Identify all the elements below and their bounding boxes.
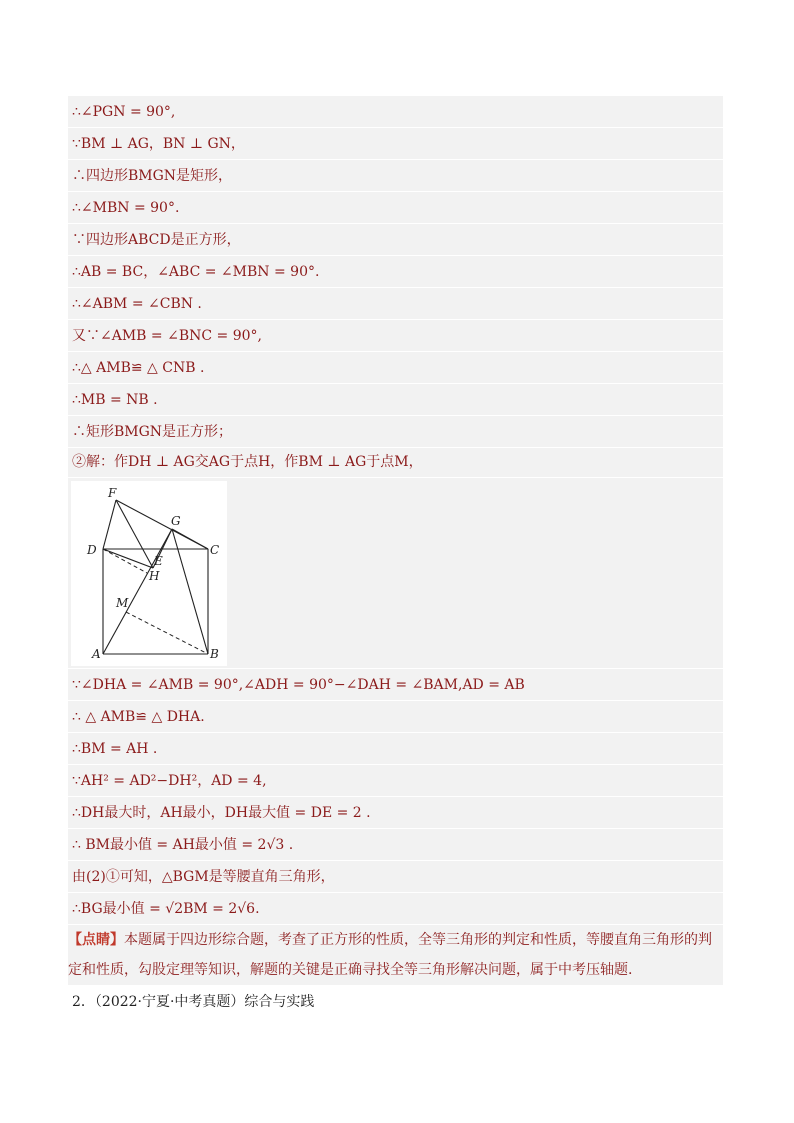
solution-line: ∴AB = BC，∠ABC = ∠MBN = 90°. bbox=[72, 264, 320, 280]
next-question-heading: 2．（2022·宁夏·中考真题）综合与实践 bbox=[72, 994, 315, 1010]
solution-line: ∴矩形BMGN是正方形； bbox=[72, 424, 233, 440]
label-B: B bbox=[210, 647, 219, 661]
solution-line: ∴MB = NB . bbox=[72, 392, 158, 408]
solution-line: ∴∠PGN = 90°, bbox=[72, 104, 176, 120]
solution-line: ∴四边形BMGN是矩形， bbox=[72, 168, 233, 184]
solution-line: ②解：作DH ⊥ AG交AG于点H，作BM ⊥ AG于点M， bbox=[72, 454, 423, 470]
solution-line: ∴∠MBN = 90°. bbox=[72, 200, 180, 216]
solution-line: ∴DH最大时，AH最小，DH最大值 = DE = 2 . bbox=[72, 805, 371, 821]
label-E: E bbox=[154, 554, 163, 568]
solution-line: ∴BG最小值 = √2BM = 2√6. bbox=[72, 901, 260, 917]
divider bbox=[68, 700, 723, 701]
label-D: D bbox=[87, 543, 97, 557]
label-M: M bbox=[116, 596, 129, 610]
solution-line: 由(2)①可知，△BGM是等腰直角三角形， bbox=[72, 869, 335, 885]
divider bbox=[68, 191, 723, 192]
divider bbox=[68, 828, 723, 829]
divider bbox=[68, 892, 723, 893]
solution-line: ∴ △ AMB≌ △ DHA. bbox=[72, 709, 205, 725]
solution-line: ∵四边形ABCD是正方形， bbox=[72, 232, 241, 248]
divider bbox=[68, 319, 723, 320]
dianjing-comment bbox=[68, 925, 723, 985]
solution-line: 又∵∠AMB = ∠BNC = 90°, bbox=[72, 328, 262, 344]
divider bbox=[68, 127, 723, 128]
divider bbox=[68, 732, 723, 733]
solution-line: ∵AH² = AD²−DH²，AD = 4, bbox=[72, 773, 267, 789]
solution-line: ∴∠ABM = ∠CBN . bbox=[72, 296, 202, 312]
solution-line: ∴ BM最小值 = AH最小值 = 2√3 . bbox=[72, 837, 294, 853]
divider bbox=[68, 796, 723, 797]
divider bbox=[68, 351, 723, 352]
divider bbox=[68, 668, 723, 669]
divider bbox=[68, 477, 723, 478]
dianjing-text: 本题属于四边形综合题，考查了正方形的性质，全等三角形的判定和性质，等腰直角三角形的判定和性质，勾股定理等知识，解题的关键是正确寻找全等三角形解决问题，属于中考压轴题. bbox=[68, 932, 712, 978]
divider bbox=[68, 415, 723, 416]
label-C: C bbox=[210, 543, 220, 557]
divider bbox=[68, 223, 723, 224]
label-A: A bbox=[92, 647, 101, 661]
dianjing-tag: 【点睛】 bbox=[68, 932, 124, 948]
divider bbox=[68, 383, 723, 384]
geometry-figure bbox=[71, 481, 227, 666]
divider bbox=[68, 764, 723, 765]
solution-line: ∵∠DHA = ∠AMB = 90°,∠ADH = 90°−∠DAH = ∠BAM,AD = AB bbox=[72, 677, 525, 693]
solution-line: ∴BM = AH . bbox=[72, 741, 158, 757]
solution-line: ∴△ AMB≌ △ CNB . bbox=[72, 360, 205, 376]
divider bbox=[68, 860, 723, 861]
solution-line: ∵BM ⊥ AG，BN ⊥ GN， bbox=[72, 136, 245, 152]
divider bbox=[68, 287, 723, 288]
divider bbox=[68, 255, 723, 256]
divider bbox=[68, 159, 723, 160]
label-G: G bbox=[171, 514, 181, 528]
label-H: H bbox=[149, 569, 160, 583]
label-F: F bbox=[108, 486, 117, 500]
figure-svg bbox=[71, 481, 227, 666]
